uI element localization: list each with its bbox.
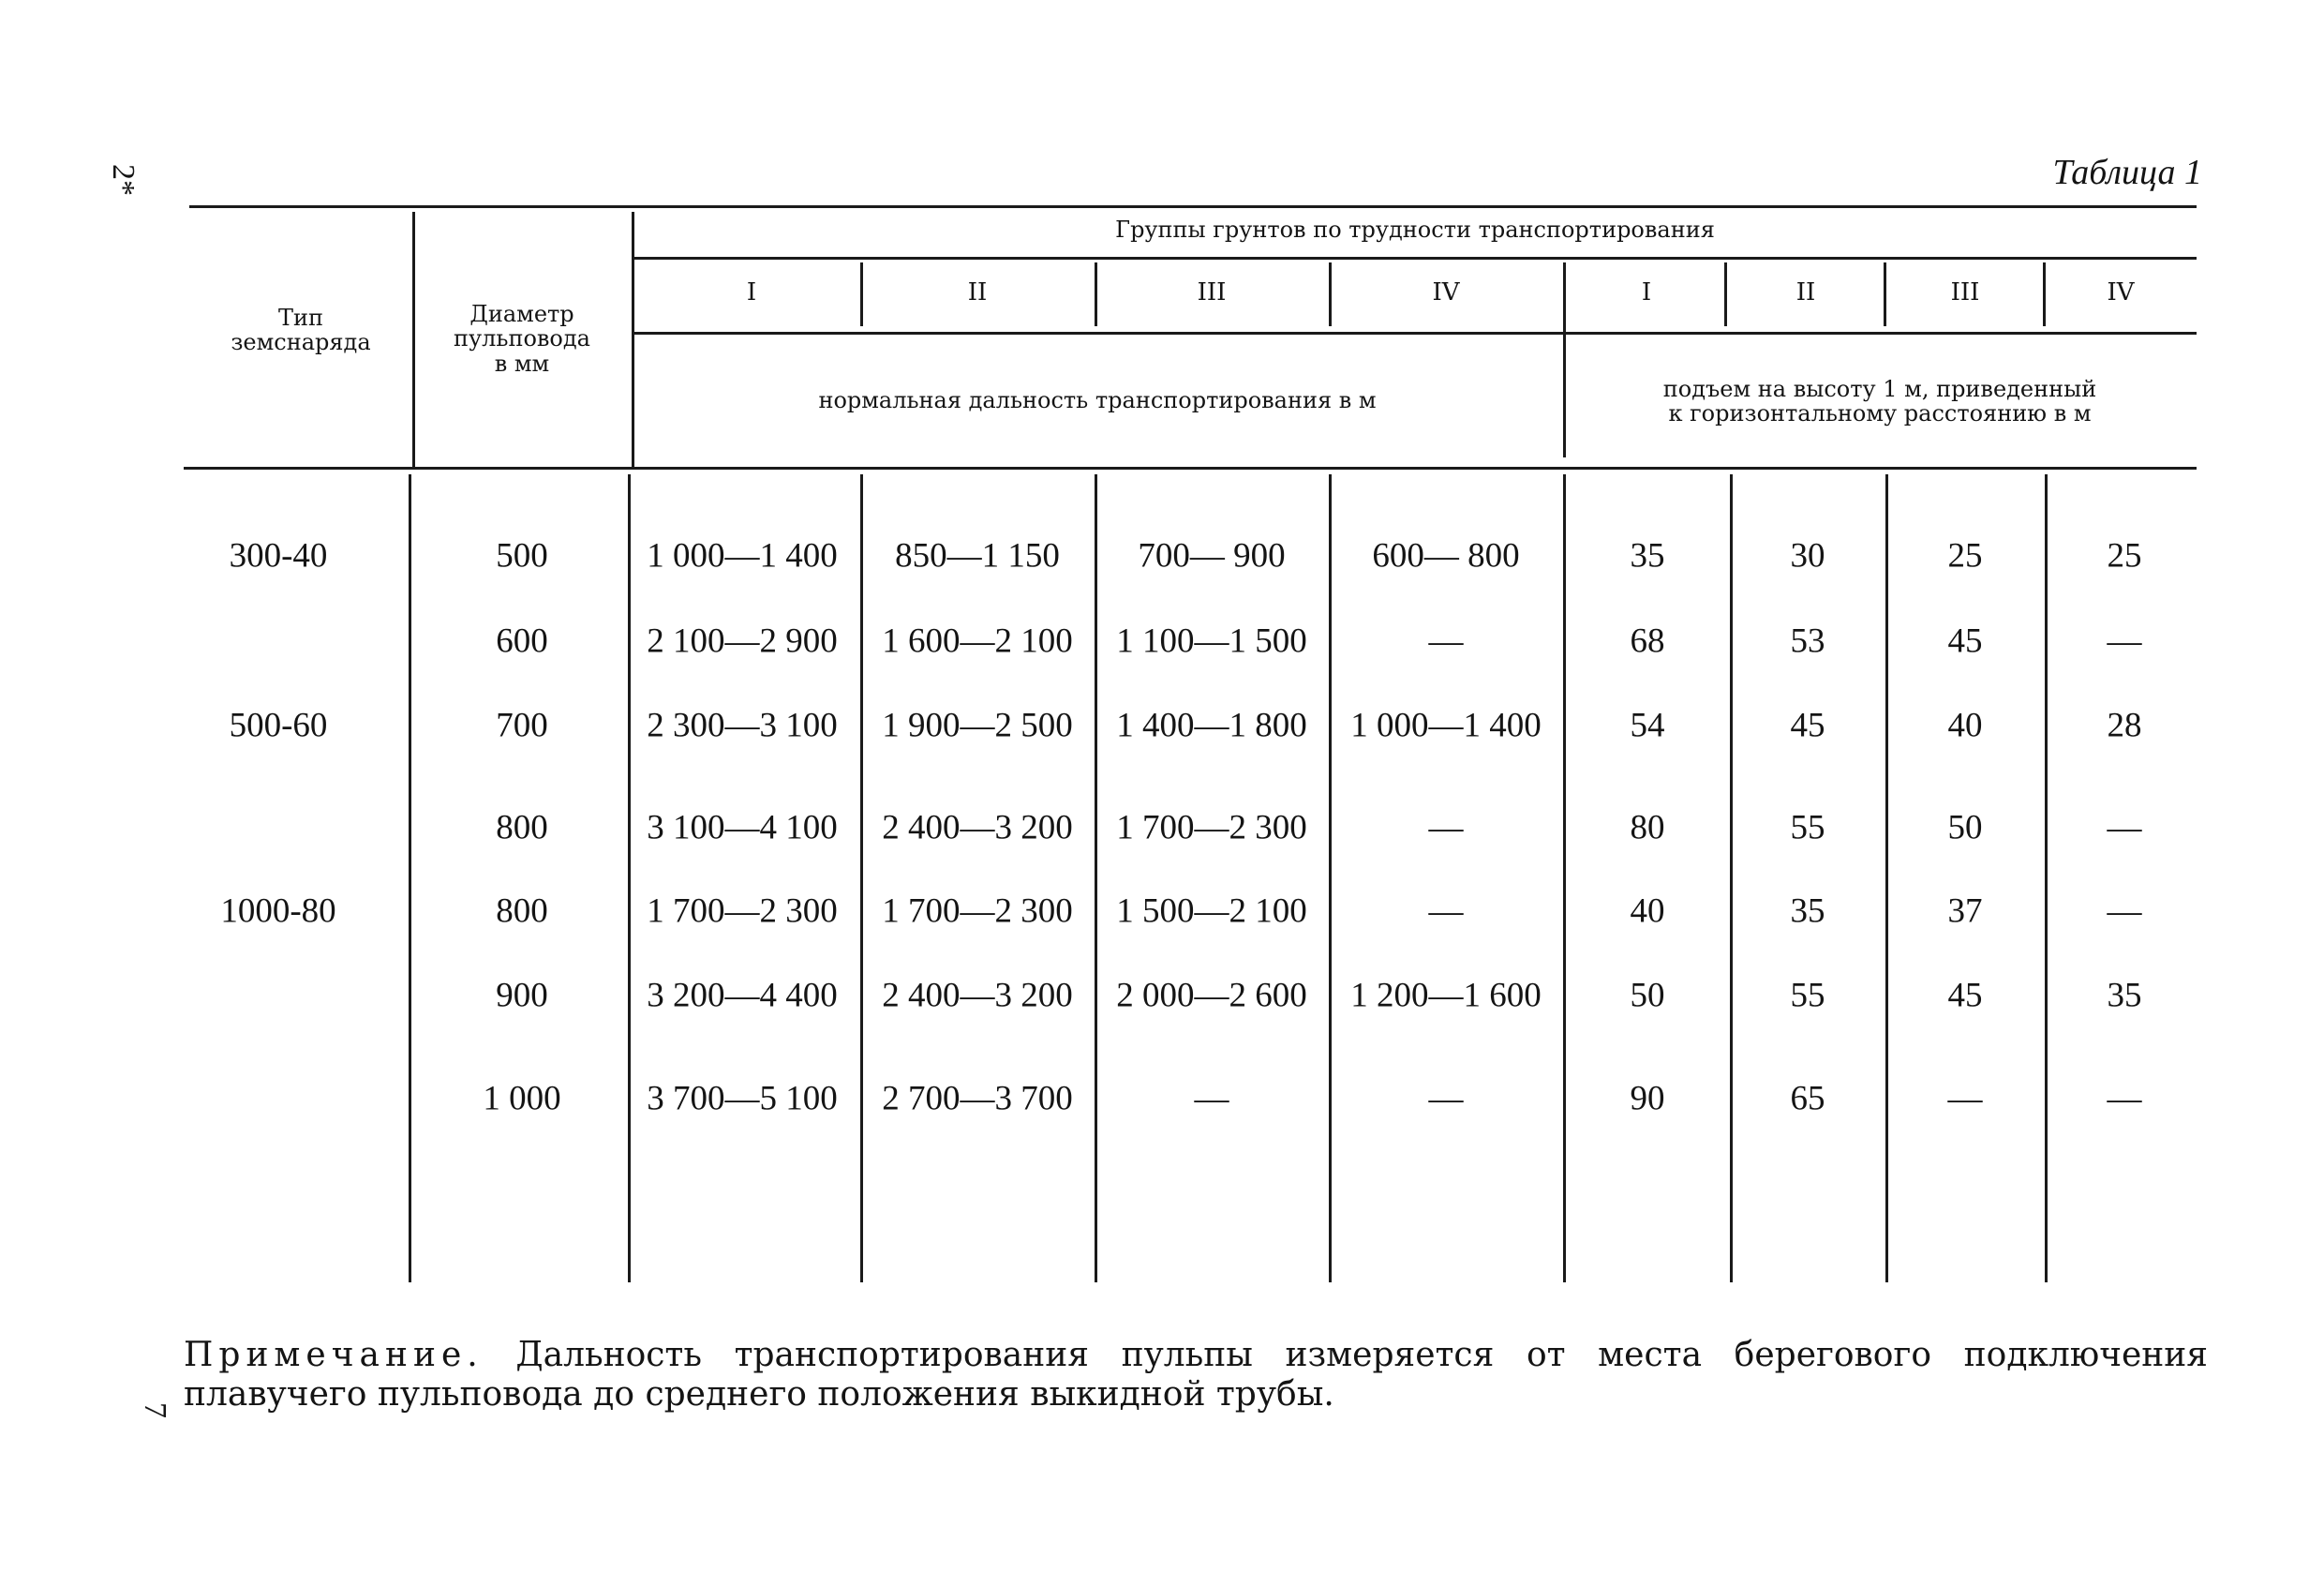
table-caption: Таблица 1 [2052, 153, 2202, 192]
cell-distance: 2 100—2 900 [647, 621, 838, 661]
header-divider [2043, 262, 2046, 326]
cell-lift: 35 [2107, 976, 2142, 1015]
group-number: II [1795, 278, 1816, 307]
cell-lift: — [2107, 1079, 2142, 1118]
column-divider [1730, 474, 1733, 1282]
header-divider [1724, 262, 1727, 326]
cell-distance: — [1428, 1079, 1464, 1118]
note-title: Примечание. [184, 1336, 484, 1374]
cell-distance: — [1428, 808, 1464, 847]
group-number: III [1950, 278, 1980, 307]
group-number: I [746, 278, 757, 307]
column-divider [860, 474, 863, 1282]
header-pipe-diameter: Диаметр пульповода в мм [454, 301, 590, 377]
cell-distance: 3 700—5 100 [647, 1079, 838, 1118]
cell-lift: 65 [1790, 1079, 1825, 1118]
cell-diameter: 800 [496, 808, 548, 847]
cell-distance: 2 400—3 200 [882, 808, 1073, 847]
page-marker: 2* [106, 164, 141, 196]
header-lift-note: подъем на высоту 1 м, приведенный к горизонтальному расстоянию в м [1662, 376, 2097, 427]
cell-lift: 30 [1790, 536, 1825, 576]
header-divider [1095, 262, 1097, 326]
cell-lift: 80 [1630, 808, 1665, 847]
header-divider [860, 262, 863, 326]
cell-distance: 1 000—1 400 [647, 536, 838, 576]
cell-diameter: 800 [496, 891, 548, 931]
cell-dredge-type: 500-60 [229, 706, 328, 745]
cell-lift: 54 [1630, 706, 1665, 745]
column-divider [409, 474, 411, 1282]
group-number: I [1641, 278, 1652, 307]
cell-lift: 90 [1630, 1079, 1665, 1118]
column-divider [1885, 474, 1888, 1282]
cell-lift: 40 [1947, 706, 1983, 745]
cell-lift: 28 [2107, 706, 2142, 745]
cell-lift: 37 [1947, 891, 1983, 931]
table-note [184, 1336, 2208, 1415]
cell-distance: 3 200—4 400 [647, 976, 838, 1015]
cell-distance: 1 900—2 500 [882, 706, 1073, 745]
cell-distance: — [1428, 891, 1464, 931]
cell-lift: 55 [1790, 976, 1825, 1015]
cell-lift: 25 [2107, 536, 2142, 576]
column-divider [628, 474, 631, 1282]
cell-distance: 1 200—1 600 [1350, 976, 1542, 1015]
cell-lift: 40 [1630, 891, 1665, 931]
cell-distance: 1 100—1 500 [1116, 621, 1307, 661]
groups-rule [633, 257, 2197, 260]
cell-lift: — [2107, 891, 2142, 931]
cell-distance: — [1194, 1079, 1229, 1118]
cell-lift: 35 [1630, 536, 1665, 576]
cell-distance: 1 700—2 300 [1116, 808, 1307, 847]
cell-lift: — [2107, 808, 2142, 847]
cell-distance: 1 400—1 800 [1116, 706, 1307, 745]
header-soil-groups: Группы грунтов по трудности транспортирования [1115, 217, 1715, 243]
cell-distance: 1 500—2 100 [1116, 891, 1307, 931]
header-divider [632, 212, 634, 467]
group-number: II [967, 278, 988, 307]
header-dredge-type: Тип земснаряда [231, 305, 371, 356]
note-text: Дальность транспортирования пульпы измеряется от места берегового подключения плавучего пульповода до среднего положения выкидной трубы. [184, 1336, 2209, 1414]
column-divider [1563, 474, 1566, 1282]
cell-distance: 2 300—3 100 [647, 706, 838, 745]
cell-lift: 45 [1790, 706, 1825, 745]
cell-lift: 45 [1947, 621, 1983, 661]
column-divider [2045, 474, 2048, 1282]
column-divider [1329, 474, 1332, 1282]
cell-distance: 1 700—2 300 [882, 891, 1073, 931]
cell-diameter: 500 [496, 536, 548, 576]
cell-distance: 2 700—3 700 [882, 1079, 1073, 1118]
cell-lift: 35 [1790, 891, 1825, 931]
cell-distance: 700— 900 [1138, 536, 1286, 576]
header-divider [1884, 262, 1886, 326]
cell-diameter: 600 [496, 621, 548, 661]
cell-lift: 55 [1790, 808, 1825, 847]
cell-diameter: 900 [496, 976, 548, 1015]
table-top-rule [189, 205, 2197, 208]
cell-distance: 1 600—2 100 [882, 621, 1073, 661]
cell-dredge-type: 300-40 [229, 536, 328, 576]
header-divider [1329, 262, 1332, 326]
cell-distance: 2 400—3 200 [882, 976, 1073, 1015]
cell-diameter: 700 [496, 706, 548, 745]
cell-distance: — [1428, 621, 1464, 661]
cell-lift: 50 [1947, 808, 1983, 847]
column-divider [1095, 474, 1097, 1282]
cell-distance: 1 000—1 400 [1350, 706, 1542, 745]
header-divider [1563, 262, 1566, 457]
cell-distance: 3 100—4 100 [647, 808, 838, 847]
group-number: IV [2107, 278, 2135, 307]
cell-lift: 68 [1630, 621, 1665, 661]
cell-distance: 850—1 150 [895, 536, 1060, 576]
group-number: IV [1432, 278, 1460, 307]
page-number: 7 [138, 1402, 172, 1418]
cell-lift: 45 [1947, 976, 1983, 1015]
group-number: III [1197, 278, 1227, 307]
cell-distance: 1 700—2 300 [647, 891, 838, 931]
cell-distance: 600— 800 [1372, 536, 1520, 576]
cell-lift: — [2107, 621, 2142, 661]
header-normal-distance: нормальная дальность транспортирования в м [818, 387, 1377, 413]
roman-rule [633, 332, 2197, 335]
cell-diameter: 1 000 [483, 1079, 561, 1118]
cell-distance: 2 000—2 600 [1116, 976, 1307, 1015]
cell-lift: 25 [1947, 536, 1983, 576]
cell-dredge-type: 1000-80 [220, 891, 336, 931]
cell-lift: 53 [1790, 621, 1825, 661]
header-bottom-rule [184, 467, 2197, 470]
cell-lift: 50 [1630, 976, 1665, 1015]
cell-lift: — [1947, 1079, 1983, 1118]
